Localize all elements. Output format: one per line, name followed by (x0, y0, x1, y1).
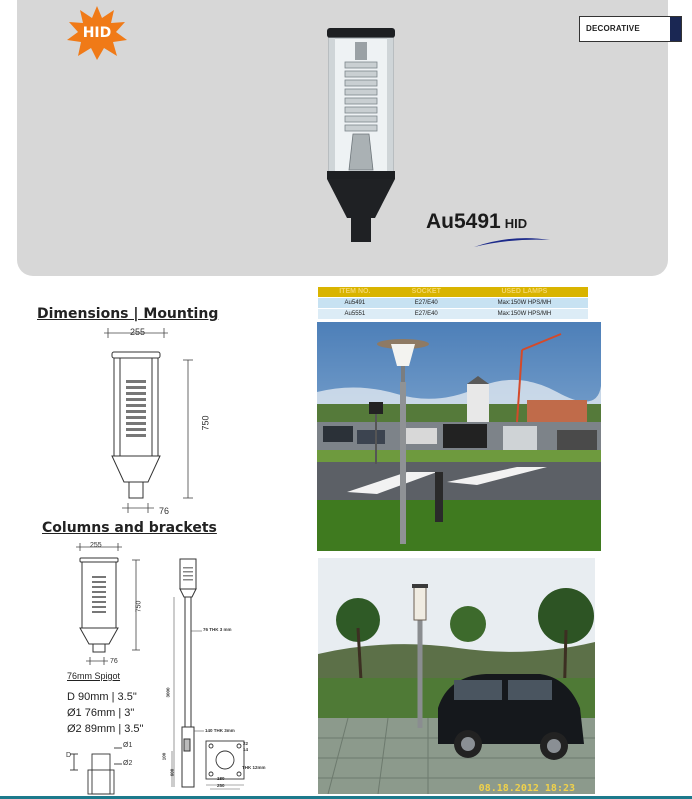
dimensions-heading: Dimensions | Mounting (37, 306, 219, 322)
dim-height-750: 750 (200, 415, 211, 431)
table-cell: Au5551 (318, 308, 392, 319)
hid-badge (67, 6, 127, 60)
category-tag-stripe (670, 17, 681, 41)
columns-lamp-drawing (72, 540, 162, 670)
table-header: ITEM NO. (318, 287, 392, 297)
label-phi1: Ø1 (123, 742, 133, 749)
plate-thickness: THK 12mm (242, 765, 266, 770)
dim-width-255: 255 (130, 327, 146, 337)
table-cell: E27/E40 (392, 308, 461, 319)
spec-d: D 90mm | 3.5" (67, 691, 137, 703)
pole-height: 3000 (165, 687, 171, 698)
spec-phi2: Ø2 89mm | 3.5" (67, 723, 144, 735)
model-number: Au5491 (426, 210, 501, 233)
category-label: DECORATIVE (586, 24, 640, 33)
pole-base-spec: 140 THK 3mm (205, 728, 235, 733)
base-width: 600 (169, 768, 175, 777)
dim-spigot-76: 76 (159, 506, 170, 516)
model-title (426, 210, 527, 234)
category-tag (579, 16, 682, 42)
label-phi2: Ø2 (123, 760, 133, 767)
table-row (318, 308, 588, 319)
spec-table (318, 287, 588, 319)
parking-photo (318, 558, 595, 794)
table-header: USED LAMPS (461, 287, 588, 297)
table-cell: Au5491 (318, 297, 392, 308)
table-cell: E27/E40 (392, 297, 461, 308)
col-dim-width: 255 (90, 542, 102, 549)
spec-phi1: Ø1 76mm | 3" (67, 707, 135, 719)
base-height: 100 (161, 752, 167, 761)
model-suffix: HID (504, 216, 528, 231)
table-cell: Max:150W HPS/MH (461, 308, 588, 319)
table-cell: Max:150W HPS/MH (461, 297, 588, 308)
label-d: D (66, 752, 72, 759)
swoosh-decoration (472, 236, 552, 248)
columns-heading: Columns and brackets (42, 520, 217, 536)
col-dim-spigot: 76 (110, 658, 118, 665)
plate-14: 14 (243, 747, 249, 752)
photo-timestamp: 08.18.2012 18:23 (478, 783, 575, 794)
col-dim-height: 750 (135, 600, 143, 613)
street-photo (317, 322, 601, 551)
plate-22: 22 (243, 741, 249, 746)
spigot-label: 76mm Spigot (67, 671, 121, 681)
hero-banner (17, 0, 668, 276)
hid-badge-label: HID (82, 25, 112, 41)
table-row (318, 297, 588, 308)
table-header: SOCKET (392, 287, 461, 297)
plate-180: 180 (217, 776, 225, 781)
pole-top-spec: 76 THK 3 mm (203, 627, 232, 632)
lamp-product-image (325, 28, 397, 244)
plate-250: 250 (217, 783, 225, 788)
